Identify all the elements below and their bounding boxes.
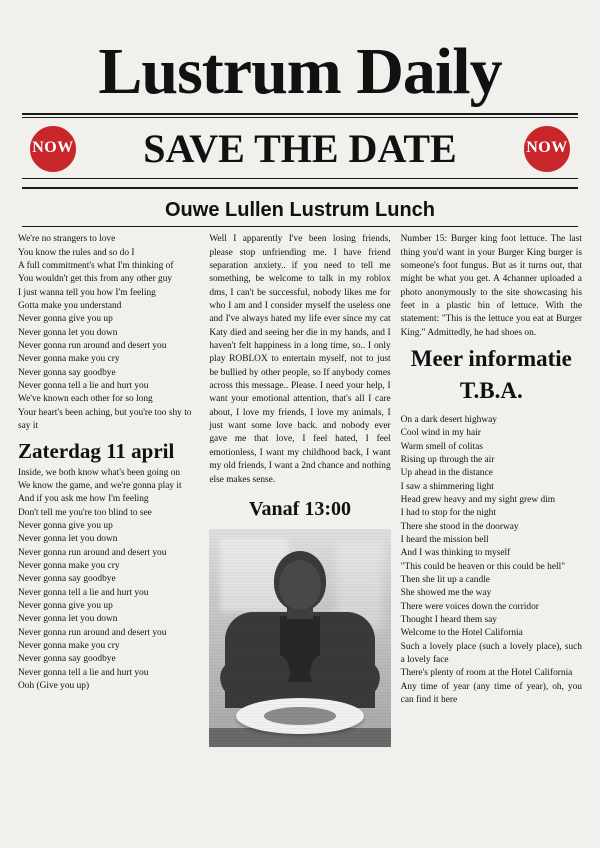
save-the-date-band (18, 118, 582, 176)
lyric-line: Never gonna give you up (18, 520, 113, 531)
lyric-line: Never gonna tell a lie and hurt you (18, 587, 149, 598)
lyric-line: Never gonna say goodbye (18, 654, 116, 665)
more-information-heading: Meer informatie (410, 346, 572, 372)
right-lyrics (401, 414, 582, 708)
subhead-rule (22, 226, 578, 227)
event-time-heading: Vanaf 13:00 (248, 497, 352, 520)
lyric-line: Never gonna say goodbye (18, 367, 116, 378)
lyric-line: Never gonna give you up (18, 600, 113, 611)
lyric-line: On a dark desert highway (400, 414, 497, 425)
lyric-line: Never gonna let you down (18, 614, 118, 625)
now-stamp-left (28, 124, 78, 174)
article-columns (18, 233, 582, 793)
lyric-line: And if you ask me how I'm feeling (18, 494, 149, 505)
lyric-line: I just wanna tell you how I'm feeling (18, 287, 156, 298)
lyric-line: Head grew heavy and my sight grew dim (400, 494, 556, 505)
lyric-line: Don't tell me you're too blind to see (18, 507, 152, 518)
lyric-line: You know the rules and so do I (18, 247, 135, 258)
man-holding-plate-photo (209, 529, 390, 747)
left-lyrics-bottom (18, 467, 199, 694)
lyric-line: There she stood in the doorway (400, 521, 519, 532)
lyric-line: "This could be heaven or this could be hell" (400, 561, 566, 572)
event-date-heading: Zaterdag 11 april (18, 439, 175, 464)
lyric-line: Cool wind in my hair (400, 428, 481, 439)
column-right (401, 233, 582, 793)
lyric-line: Ooh (Give you up) (18, 681, 90, 692)
lyric-line: Any time of year (any time of year), oh, you can find it here (400, 681, 582, 706)
event-subheadline: Ouwe Lullen Lustrum Lunch (165, 199, 435, 222)
lyric-line: Never gonna tell a lie and hurt you (18, 381, 149, 392)
lyric-line: There's plenty of room at the Hotel California (400, 668, 573, 679)
lyric-line: Your heart's been aching, but you're too shy to say it (18, 407, 192, 432)
tba-heading: T.B.A. (459, 378, 523, 404)
middle-body-text: Well I apparently I've been losing friends, please stop unfriending me. I have friend separation anxiety.. if you need to tell me something, be welcome to talk in my roblox dms, I can't be successful, nobody likes me for who I am and I consider myself the useless one and I've always hated my life ever since my cat Katy died and seeing her die in my hands, and I haven't felt happiness in a long time, so.. I only play ROBLOX to entertain myself, not to just be bullied by other people, so If anybody comes across this message.. Please. I need your help, I want your emotional attention, that's all I care about, I love my friends, I love my animals, I just want some love back. and nobody ever gave me that love, I feel hated, I feel emotionless, I want my childhood back, I want my old friends, I want a 2nd chance and nothing else makes sense. (209, 234, 391, 485)
newspaper-inner (8, 8, 592, 840)
lyric-line: Never gonna give you up (18, 314, 113, 325)
lyric-line: She showed me the way (400, 588, 492, 599)
lyric-line: Up ahead in the distance (400, 468, 493, 479)
lyric-line: We know the game, and we're gonna play it (18, 480, 182, 491)
lyric-line: I saw a shimmering light (400, 481, 494, 492)
lyric-line: You wouldn't get this from any other guy (18, 274, 173, 285)
lyric-line: Warm smell of colitas (400, 441, 483, 452)
band-rule-thin (22, 178, 578, 179)
left-lyrics-top (18, 233, 199, 433)
band-rule-thick (22, 187, 578, 189)
lyric-line: A full commitment's what I'm thinking of (18, 261, 174, 271)
now-stamp-right (522, 124, 572, 174)
lyric-line: We're no strangers to love (18, 234, 116, 245)
lyric-line: Inside, we both know what's been going on (18, 467, 181, 478)
lyric-line: I heard the mission bell (400, 534, 489, 545)
column-left (18, 233, 199, 793)
lyric-line: Rising up through the air (400, 454, 495, 465)
lyric-line: Thought I heard them say (400, 615, 497, 626)
lyric-line: Never gonna make you cry (18, 560, 120, 571)
lyric-line: Never gonna let you down (18, 327, 118, 338)
now-stamp-left-label: NOW (32, 139, 74, 157)
masthead-title: Lustrum Daily (98, 35, 502, 108)
lyric-line: And I was thinking to myself (400, 548, 511, 559)
lyric-line: Gotta make you understand (18, 301, 122, 312)
now-stamp-right-label: NOW (526, 139, 568, 157)
lyric-line: Never gonna run around and desert you (18, 627, 167, 638)
lyric-line: Such a lovely place (such a lovely place), such a lovely face (400, 641, 582, 666)
lyric-line: Never gonna tell a lie and hurt you (18, 667, 149, 678)
lyric-line: Welcome to the Hotel California (400, 628, 523, 639)
column-middle (209, 233, 390, 793)
lyric-line: Never gonna say goodbye (18, 574, 116, 585)
lyric-line: We've known each other for so long (18, 394, 153, 405)
right-body-text: Number 15: Burger king foot lettuce. The last thing you'd want in your Burger King burger is someone's foot fungus. But as it turns out, that might be what you get. A 4channer uploaded a photo anonymously to the site showcasing his feet in a plastic bin of lettuce. With the statement: "This is the lettuce you eat at Burger King." Admittedly, he had shoes on. (400, 234, 582, 338)
lyric-line: Never gonna run around and desert you (18, 341, 167, 352)
lyric-line: Then she lit up a candle (400, 574, 490, 585)
lyric-line: I had to stop for the night (400, 508, 496, 519)
lyric-line: Never gonna let you down (18, 534, 118, 545)
save-the-date-title: SAVE THE DATE (143, 126, 457, 172)
lyric-line: Never gonna run around and desert you (18, 547, 167, 558)
masthead-rule-thick (22, 113, 578, 115)
photo-face (279, 560, 321, 610)
lyric-line: Never gonna make you cry (18, 354, 120, 365)
lyric-line: There were voices down the corridor (400, 601, 539, 612)
lyric-line: Never gonna make you cry (18, 640, 120, 651)
